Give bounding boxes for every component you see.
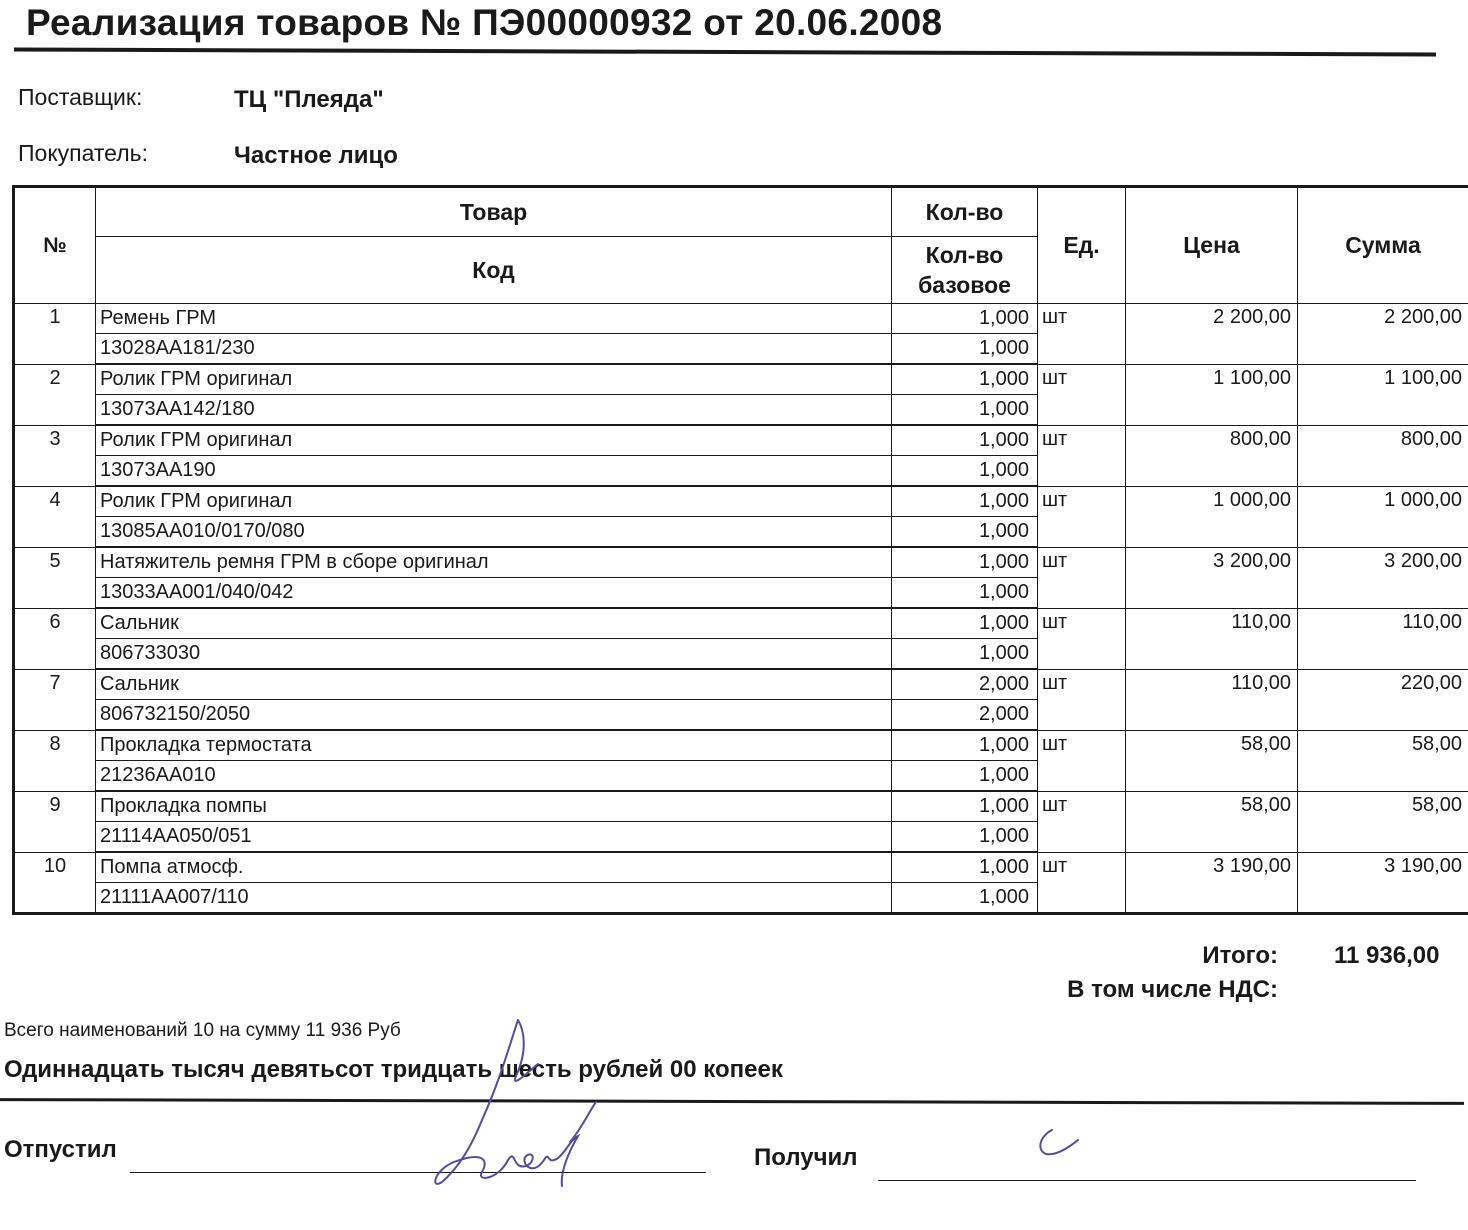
price: 3 190,00 (1126, 852, 1298, 914)
quantity-base: 1,000 (892, 822, 1038, 853)
quantity-base: 1,000 (892, 395, 1038, 426)
items-count-line: Всего наименований 10 на сумму 11 936 Руб (4, 1020, 401, 1041)
header-qty-base-line2: базовое (918, 272, 1011, 298)
table-row (14, 425, 1468, 456)
product-name: Прокладка помпы (96, 791, 892, 822)
signature-separator (0, 1098, 1464, 1105)
supplier-label: Поставщик: (18, 84, 143, 110)
line-sum: 58,00 (1298, 730, 1468, 791)
quantity: 1,000 (892, 425, 1038, 456)
unit: шт (1038, 425, 1126, 486)
line-sum: 1 100,00 (1298, 364, 1468, 425)
table-row (14, 608, 1468, 639)
quantity: 1,000 (892, 791, 1038, 822)
table-row (14, 791, 1468, 822)
product-code: 13033AA001/040/042 (96, 578, 892, 609)
price: 110,00 (1126, 608, 1298, 669)
line-sum: 3 190,00 (1298, 852, 1468, 914)
row-number: 1 (14, 304, 96, 365)
price: 1 100,00 (1126, 364, 1298, 425)
row-number: 10 (14, 852, 96, 914)
unit: шт (1038, 852, 1126, 914)
received-handwritten-mark (1030, 1124, 1090, 1164)
title-underline (14, 48, 1436, 57)
quantity-base: 1,000 (892, 578, 1038, 609)
quantity: 1,000 (892, 852, 1038, 883)
header-sum: Сумма (1298, 187, 1468, 304)
price: 110,00 (1126, 669, 1298, 730)
line-sum: 220,00 (1298, 669, 1468, 730)
product-code: 806733030 (96, 639, 892, 670)
unit: шт (1038, 304, 1126, 365)
row-number: 6 (14, 608, 96, 669)
product-code: 21111AA007/110 (96, 883, 892, 914)
price: 800,00 (1126, 425, 1298, 486)
quantity: 1,000 (892, 547, 1038, 578)
table-row (14, 730, 1468, 761)
line-sum: 110,00 (1298, 608, 1468, 669)
document-title: Реализация товаров № ПЭ00000932 от 20.06.2008 (26, 2, 943, 43)
buyer-label: Покупатель: (18, 140, 148, 166)
line-sum: 58,00 (1298, 791, 1468, 852)
product-name: Натяжитель ремня ГРМ в сборе оригинал (96, 547, 892, 578)
quantity-base: 1,000 (892, 334, 1038, 365)
quantity-base: 1,000 (892, 761, 1038, 792)
table-row (14, 547, 1468, 578)
quantity: 1,000 (892, 364, 1038, 395)
table-row (14, 486, 1468, 517)
product-code: 21236AA010 (96, 761, 892, 792)
header-qty-base-line1: Кол-во (925, 242, 1004, 268)
unit: шт (1038, 669, 1126, 730)
price: 2 200,00 (1126, 304, 1298, 365)
product-name: Ролик ГРМ оригинал (96, 486, 892, 517)
table-row (14, 304, 1468, 334)
table-row (14, 364, 1468, 395)
line-sum: 2 200,00 (1298, 304, 1468, 365)
header-code: Код (96, 237, 892, 304)
quantity: 2,000 (892, 669, 1038, 700)
line-sum: 3 200,00 (1298, 547, 1468, 608)
amount-in-words: Одиннадцать тысяч девятьсот тридцать шесть рублей 00 копеек (4, 1056, 783, 1083)
price: 58,00 (1126, 791, 1298, 852)
product-name: Сальник (96, 608, 892, 639)
row-number: 7 (14, 669, 96, 730)
product-code: 13073AA190 (96, 456, 892, 487)
price: 1 000,00 (1126, 486, 1298, 547)
header-price: Цена (1126, 187, 1298, 304)
header-product: Товар (96, 187, 892, 237)
product-code: 13073AA142/180 (96, 395, 892, 426)
header-qty-base (892, 237, 1038, 304)
price: 3 200,00 (1126, 547, 1298, 608)
line-sum: 1 000,00 (1298, 486, 1468, 547)
released-handwritten-signature (420, 1010, 620, 1200)
product-code: 806732150/2050 (96, 700, 892, 731)
released-label: Отпустил (4, 1136, 117, 1163)
product-name: Сальник (96, 669, 892, 700)
received-label: Получил (754, 1144, 858, 1171)
quantity: 1,000 (892, 304, 1038, 334)
header-qty: Кол-во (892, 187, 1038, 237)
row-number: 2 (14, 364, 96, 425)
quantity-base: 1,000 (892, 883, 1038, 914)
row-number: 5 (14, 547, 96, 608)
header-number: № (14, 187, 96, 304)
total-value: 11 936,00 (1334, 942, 1440, 969)
row-number: 8 (14, 730, 96, 791)
table-row (14, 669, 1468, 700)
row-number: 9 (14, 791, 96, 852)
unit: шт (1038, 608, 1126, 669)
product-name: Ролик ГРМ оригинал (96, 364, 892, 395)
price: 58,00 (1126, 730, 1298, 791)
product-code: 21114AA050/051 (96, 822, 892, 853)
quantity: 1,000 (892, 608, 1038, 639)
product-code: 13028AA181/230 (96, 334, 892, 365)
product-name: Ролик ГРМ оригинал (96, 425, 892, 456)
product-name: Прокладка термостата (96, 730, 892, 761)
row-number: 4 (14, 486, 96, 547)
quantity-base: 2,000 (892, 700, 1038, 731)
row-number: 3 (14, 425, 96, 486)
unit: шт (1038, 547, 1126, 608)
total-label: Итого: (1202, 942, 1278, 969)
received-signature-line (878, 1180, 1416, 1181)
quantity-base: 1,000 (892, 456, 1038, 487)
quantity-base: 1,000 (892, 517, 1038, 548)
vat-label: В том числе НДС: (1067, 976, 1278, 1003)
product-name: Ремень ГРМ (96, 304, 892, 334)
header-unit: Ед. (1038, 187, 1126, 304)
line-sum: 800,00 (1298, 425, 1468, 486)
product-name: Помпа атмосф. (96, 852, 892, 883)
goods-table (12, 185, 1468, 915)
supplier-value: ТЦ "Плеяда" (234, 86, 384, 113)
table-row (14, 852, 1468, 883)
unit: шт (1038, 364, 1126, 425)
unit: шт (1038, 486, 1126, 547)
quantity: 1,000 (892, 730, 1038, 761)
quantity: 1,000 (892, 486, 1038, 517)
quantity-base: 1,000 (892, 639, 1038, 670)
buyer-value: Частное лицо (234, 142, 398, 169)
unit: шт (1038, 730, 1126, 791)
product-code: 13085AA010/0170/080 (96, 517, 892, 548)
unit: шт (1038, 791, 1126, 852)
